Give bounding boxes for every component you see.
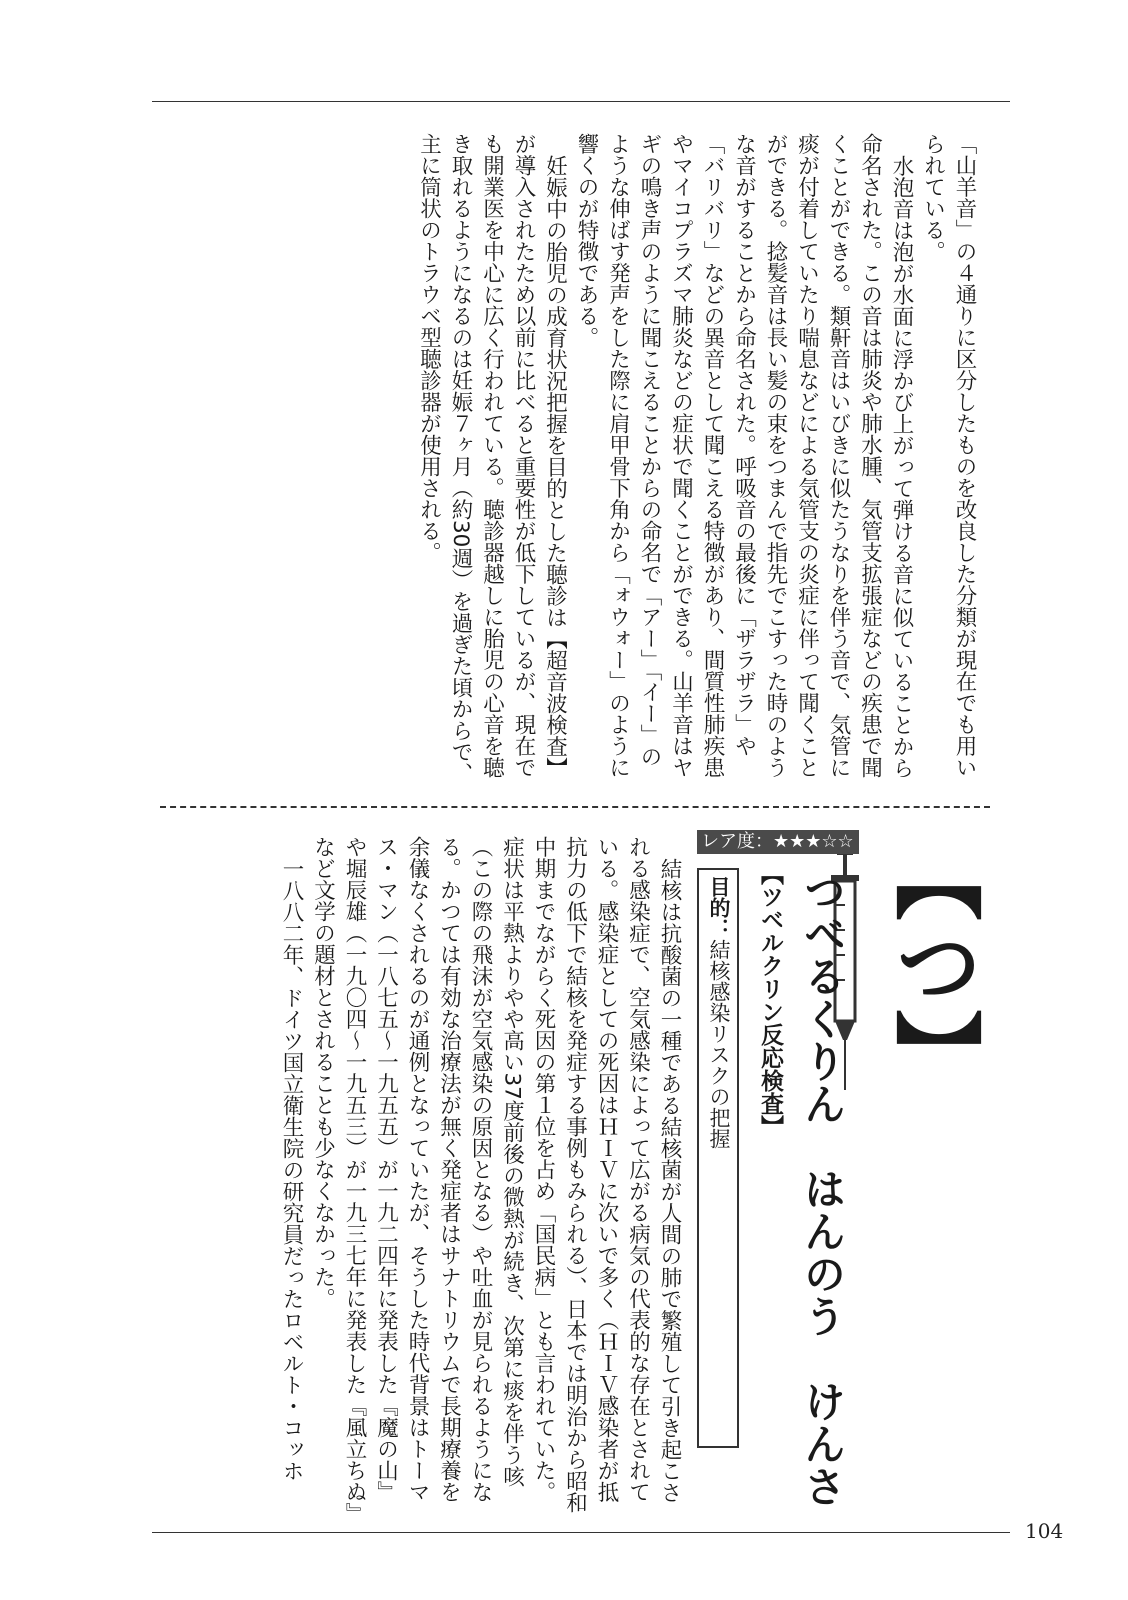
entry-subtitle: 【ツベルクリン反応検査】 — [757, 862, 783, 1138]
purpose-label: 目的： — [707, 876, 731, 939]
top-paragraph-3: 妊娠中の胎児の成育状況把握を目的とした聴診は【超音波検査】が導入されたため以前に比べると重要性が低下しているが、現在でも開業医を中心に広く行われている。聴診器越しに胎児の心音を聴き取れるようになるのは妊娠７ヶ月（約30週）を過ぎた頃からで、主に筒状のトラウベ型聴診器が使用される。 — [416, 133, 568, 784]
rarity-badge: レア度：★★★☆☆ — [697, 830, 859, 854]
purpose-line — [697, 876, 739, 1436]
section-kana-heading: 【つ】 — [881, 833, 984, 1097]
bottom-paragraph-2: 一八八二年、ドイツ国立衛生院の研究員だったロベルト・コッホ — [279, 857, 304, 1481]
top-text-block — [300, 133, 980, 788]
top-rule — [152, 101, 1010, 102]
purpose-text: 結核感染リスクの把握 — [707, 939, 731, 1149]
top-first-line: 「山羊音」の４通りに区分したものを改良した分類が現在でも用い — [952, 133, 977, 778]
entry-title: つべるくりん はんのう けんさ — [798, 870, 847, 1508]
bottom-rule — [152, 1532, 1010, 1533]
bottom-paragraph-1: 結核は抗酸菌の一種である結核菌が人間の肺で繁殖して引き起こされる感染症で、空気感染によって広がる病気の代表的な存在とされている。感染症としての死因はＨＩＶに次いで多く（ＨＩＶ感染者が抵抗力の低下で結核を発症する事例もみられる）、日本では明治から昭和中期までながらく死因の第１位を占め「国民病」とも言われていた。症状は平熱よりやや高い37度前後の微熱が続き、次第に痰を伴う咳（この際の飛沫が空気感染の原因となる）や吐血が見られるようになる。かつては有効な治療法が無く発症者はサナトリウムで長期療養を余儀なくされるのが通例となっていたが、そうした時代背景はトーマス・マン（一八七五〜一九五五）が一九二四年に発表した『魔の山』や堀辰雄（一九〇四〜一九五三）が一九三七年に発表した『風立ちぬ』など文学の題材とされることも少なくなかった。 — [310, 836, 682, 1514]
top-paragraph-1: られている。 — [920, 133, 946, 262]
page-number: 104 — [1025, 1519, 1064, 1543]
top-paragraph-2: 水泡音は泡が水面に浮かび上がって弾ける音に似ていることから命名された。この音は肺炎や肺水腫、気管支拡張症などの疾患で聞くことができる。類鼾音はいびきに似たうなりを伴う音で、気管に痰が付着していたり喘息などによる気管支の炎症に伴って聞くことができる。捻髪音は長い髪の束をつまんで指先でこすった時のような音がすることから命名された。呼吸音の最後に「ザラザラ」や「バリバリ」などの異音として聞こえる特徴があり、間質性肺疾患やマイコプラズマ肺炎などの症状で聞くことができる。山羊音はヤギの鳴き声のように聞こえることからの命名で「アー」「イー」のような伸ばす発声をした際に肩甲骨下角から「ォウォー」のように響くのが特徴である。 — [574, 133, 914, 778]
bottom-text-block — [160, 836, 685, 1516]
section-divider — [160, 806, 990, 808]
